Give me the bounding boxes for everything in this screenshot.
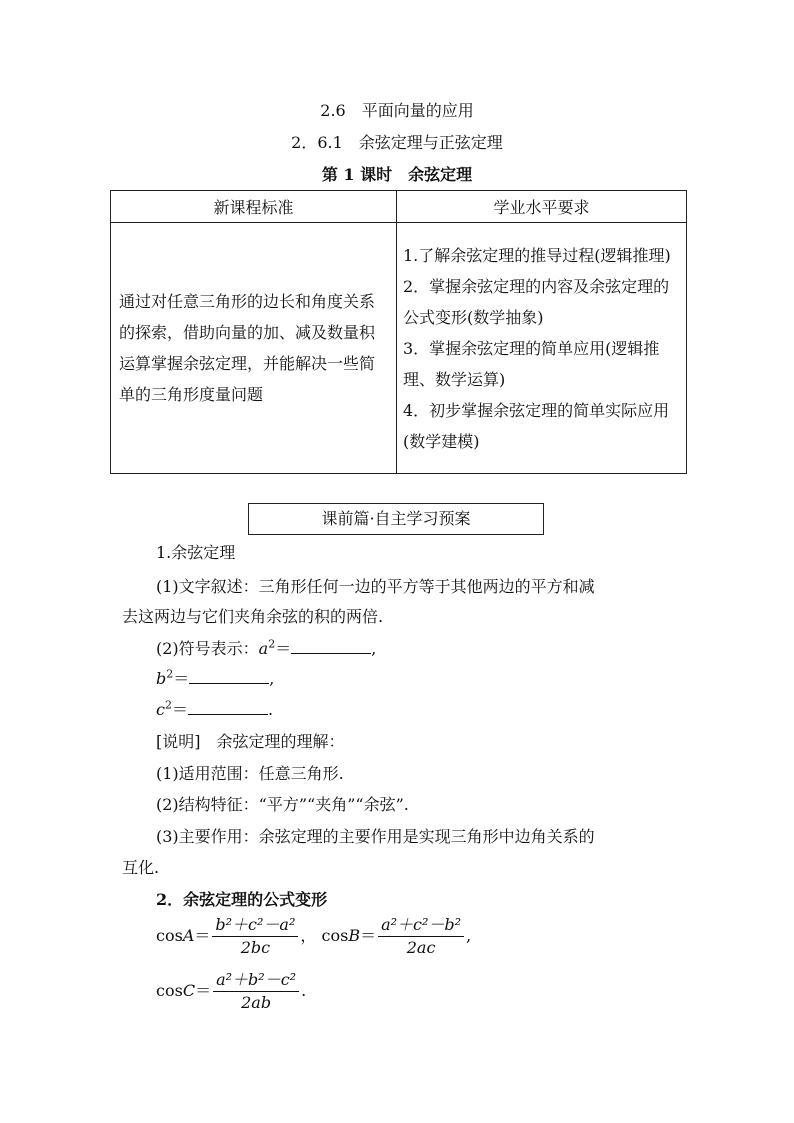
denominator: 2bc <box>240 938 271 957</box>
cos-label: cos <box>156 981 183 1000</box>
requirement-item: 3．掌握余弦定理的简单应用(逻辑推理、数学运算) <box>403 338 660 389</box>
symbol-equation-b <box>156 666 274 689</box>
lesson-title: 第 1 课时 余弦定理 <box>321 165 473 184</box>
fraction-cosC <box>213 970 299 1013</box>
symbol-prefix: (2)符号表示： <box>156 639 259 658</box>
formula-cosC <box>156 970 306 1013</box>
cos-label: cos <box>321 926 349 945</box>
comma: , <box>466 926 472 945</box>
var-a: a <box>258 639 269 658</box>
requirement-item: 2．掌握余弦定理的内容及余弦定理的公式变形(数学抽象) <box>403 276 670 327</box>
requirement-item: 1.了解余弦定理的推导过程(逻辑推理) <box>403 245 671 265</box>
var-c: c <box>156 700 165 719</box>
denominator: 2ab <box>241 993 272 1012</box>
numerator: b²＋c²－a² <box>212 915 298 937</box>
angle-A: A <box>182 926 195 945</box>
denominator: 2ac <box>406 938 436 957</box>
square-exp: 2 <box>268 637 276 651</box>
square-exp: 2 <box>166 667 174 681</box>
cos-label: cos <box>156 926 183 945</box>
heading-formula-variants: 2．余弦定理的公式变形 <box>156 890 328 909</box>
fraction-cosB <box>378 915 464 958</box>
fraction-cosA <box>212 915 298 958</box>
note-item: (3)主要作用：余弦定理的主要作用是实现三角形中边角关系的 <box>156 827 595 846</box>
formula-cosA-cosB <box>156 915 471 958</box>
blank-a-squared[interactable] <box>291 637 371 654</box>
equals: ＝ <box>173 669 190 688</box>
note-line <box>156 729 345 752</box>
period: . <box>267 700 274 719</box>
numerator: a²＋c²－b² <box>378 915 464 937</box>
square-exp: 2 <box>164 698 172 712</box>
note-item: (2)结构特征：“平方”“夹角”“余弦”. <box>156 795 409 814</box>
subsection-title: 2．6.1 余弦定理与正弦定理 <box>291 133 503 152</box>
equals: ＝ <box>171 700 188 719</box>
section-box: 课前篇·自主学习预案 <box>248 503 544 535</box>
standards-table <box>110 190 687 474</box>
symbol-equation-a <box>156 636 376 659</box>
numerator: a²＋b²－c² <box>213 970 299 992</box>
equals: ＝ <box>275 639 292 658</box>
table-header-standard: 新课程标准 <box>111 191 397 223</box>
var-b: b <box>156 669 167 688</box>
paragraph-text-line: (1)文字叙述：三角形任何一边的平方等于其他两边的平方和减 <box>156 577 595 596</box>
note-item: (1)适用范围：任意三角形. <box>156 764 344 783</box>
equals: ＝ <box>195 981 212 1000</box>
separator: ， <box>300 926 317 945</box>
angle-B: B <box>348 926 361 945</box>
standard-text: 通过对任意三角形的边长和角度关系的探索，借助向量的加、减及数量积运算掌握余弦定理，并能解决一些简单的三角形度量问题 <box>111 223 397 474</box>
requirements-cell <box>397 223 687 474</box>
note-item-continuation: 互化. <box>122 858 160 877</box>
table-header-requirement: 学业水平要求 <box>397 191 687 223</box>
note-text: 余弦定理的理解： <box>200 732 345 751</box>
period: . <box>301 981 307 1000</box>
equals: ＝ <box>360 926 377 945</box>
blank-c-squared[interactable] <box>188 698 268 715</box>
note-title: [说明] <box>156 732 201 751</box>
symbol-equation-c <box>156 697 273 720</box>
blank-b-squared[interactable] <box>189 667 269 684</box>
equals: ＝ <box>194 926 211 945</box>
comma: , <box>371 639 377 658</box>
section-title: 2.6 平面向量的应用 <box>320 101 474 120</box>
paragraph-text-line: 去这两边与它们夹角余弦的积的两倍. <box>122 607 384 626</box>
requirement-item: 4．初步掌握余弦定理的简单实际应用(数学建模) <box>403 400 670 451</box>
angle-C: C <box>182 981 196 1000</box>
heading-cosine-law: 1.余弦定理 <box>156 543 236 562</box>
comma: , <box>269 669 275 688</box>
